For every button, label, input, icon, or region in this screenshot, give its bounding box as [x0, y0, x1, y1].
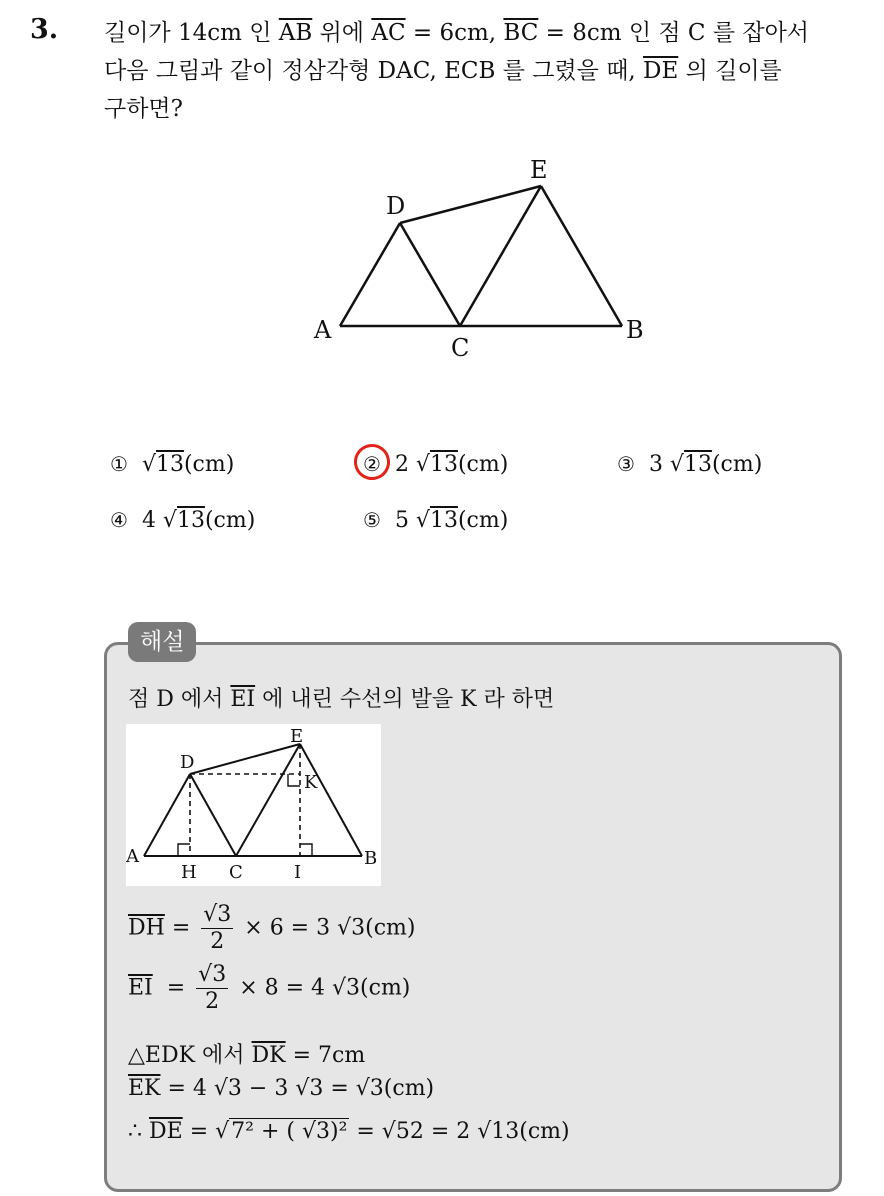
segment-de-line — [400, 186, 541, 223]
svg-text:K: K — [304, 772, 318, 793]
choice-4[interactable]: ④ 4 √13(cm) — [110, 508, 256, 533]
equation-ek: $\overline{EK} = 4$ √3 − 3 √3 = √3(cm) — [128, 1076, 435, 1101]
equation-de: ∴ $\overline{DE} = √7^2$ + ( √3)² = √52 = 2 √13(cm) — [128, 1119, 570, 1144]
svg-text:A: A — [126, 846, 139, 867]
label-a: A — [314, 316, 332, 344]
choice-2[interactable]: ② 2 √13(cm) — [363, 452, 508, 477]
solution-line-1: 점 D 에서 $\overline{EI}$ 에 내린 수선의 발을 K 라 하면 — [128, 687, 555, 712]
svg-text:B: B — [364, 848, 378, 869]
question-number: 3. — [30, 14, 59, 45]
triangle-figure — [300, 150, 660, 370]
question-text: 길이가 14cm 인 $\overline{AB}$ 위에 $\overline{AC} = 6cm$, $\overline{BC} = 8cm$ 인 점 C 를 잡아서 다음 그림과 같이 정삼각형 DAC, ECB 를 그렸을 때, $\overline{DE}$ 의 길이를 구하면? — [104, 20, 810, 122]
choice-3[interactable]: ③ 3 √13(cm) — [617, 452, 763, 477]
svg-text:D: D — [180, 752, 195, 773]
segment-eb-line — [541, 186, 622, 326]
choice-1[interactable]: ① √13(cm) — [110, 452, 235, 477]
label-b: B — [626, 316, 644, 344]
segment-de: $\overline{DE}$ — [643, 58, 679, 84]
svg-text:I: I — [294, 862, 302, 883]
equation-dk: △EDK 에서 $\overline{DK} = 7cm$ — [128, 1043, 366, 1068]
segment-ab: $\overline{AB}$ — [278, 20, 313, 46]
label-d: D — [386, 192, 406, 220]
segment-dc-line — [400, 223, 460, 326]
solution-tag: 해설 — [128, 622, 196, 662]
svg-text:C: C — [229, 862, 243, 883]
segment-ad-line — [340, 223, 400, 326]
solution-figure — [126, 724, 381, 886]
segment-ce-line — [460, 186, 541, 326]
equation-ei: $\overline{EI}$ = $\frac{√3}{2}$ × 8 = 4 √3(cm) — [128, 962, 411, 1014]
selected-answer-circle — [351, 441, 393, 483]
segment-ac: $\overline{AC}$ — [371, 20, 406, 46]
choice-5[interactable]: ⑤ 5 √13(cm) — [363, 508, 509, 533]
svg-text:H: H — [181, 862, 197, 883]
label-e: E — [530, 156, 548, 184]
label-c: C — [451, 334, 470, 362]
segment-bc: $\overline{BC}$ — [503, 20, 539, 46]
svg-text:E: E — [290, 726, 304, 747]
equation-dh: $\overline{DH}$ = $\frac{√3}{2}$ × 6 = 3 √3(cm) — [128, 902, 416, 954]
